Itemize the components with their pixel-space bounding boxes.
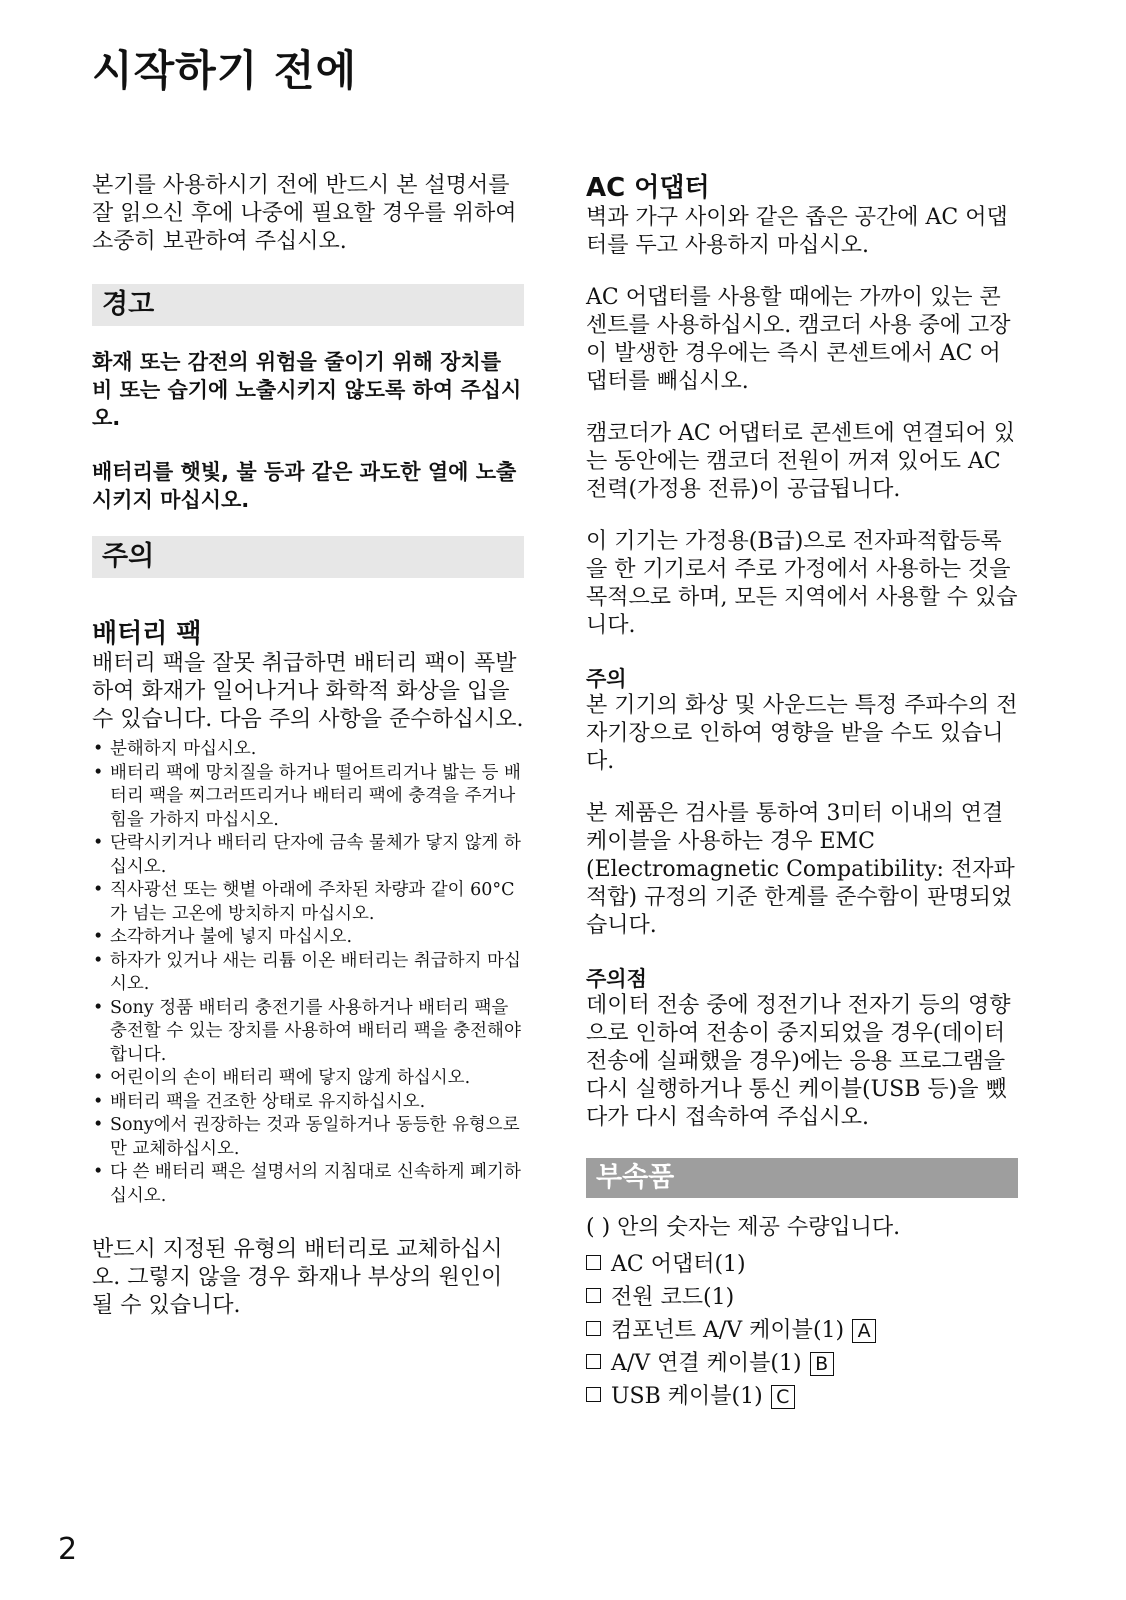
caution-paragraph-1: 본 기기의 화상 및 사운드는 특정 주파수의 전자기장으로 인하여 영향을 받을 수도 있습니다.	[586, 693, 1018, 774]
caution-heading: 주의	[92, 536, 524, 578]
list-item: • 배터리 팩을 건조한 상태로 유지하십시오.	[92, 1091, 524, 1115]
accessories-heading: 부속품	[586, 1158, 1018, 1198]
figure-tag-a: A	[852, 1319, 876, 1343]
notice-subheading: 주의점	[586, 967, 647, 991]
figure-tag-b: B	[810, 1352, 834, 1376]
list-item: • 다 쓴 배터리 팩은 설명서의 지침대로 신속하게 폐기하십시오.	[92, 1161, 524, 1208]
accessories-list	[586, 1248, 1018, 1413]
battery-intro: 배터리 팩을 잘못 취급하면 배터리 팩이 폭발하여 화재가 일어나거나 화학적 화상을 입을 수 있습니다. 다음 주의 사항을 준수하십시오.	[92, 651, 524, 732]
checkbox-icon	[586, 1354, 601, 1369]
list-item: • 하자가 있거나 새는 리튬 이온 배터리는 취급하지 마십시오.	[92, 950, 524, 997]
ac-paragraph-2: AC 어댑터를 사용할 때에는 가까이 있는 콘센트를 사용하십시오. 캠코더 사용 중에 고장이 발생한 경우에는 즉시 콘센트에서 AC 어댑터를 빼십시오.	[586, 285, 1011, 394]
accessory-label: USB 케이블(1)	[611, 1384, 763, 1409]
battery-pack-heading: 배터리 팩	[92, 619, 202, 649]
accessories-intro: ( ) 안의 숫자는 제공 수량입니다.	[586, 1215, 901, 1240]
warning-text-2: 배터리를 햇빛, 불 등과 같은 과도한 열에 노출시키지 마십시오.	[92, 460, 517, 512]
figure-tag-c: C	[771, 1385, 795, 1409]
list-item: • 분해하지 마십시오.	[92, 738, 524, 762]
warning-heading: 경고	[92, 284, 524, 326]
checkbox-icon	[586, 1288, 601, 1303]
list-item: • 소각하거나 불에 넣지 마십시오.	[92, 926, 524, 950]
list-item	[586, 1248, 1018, 1281]
list-item	[586, 1380, 1018, 1413]
list-item	[586, 1314, 1018, 1347]
list-item	[586, 1347, 1018, 1380]
ac-paragraph-3: 캠코더가 AC 어댑터로 콘센트에 연결되어 있는 동안에는 캠코더 전원이 꺼져 있어도 AC 전력(가정용 전류)이 공급됩니다.	[586, 421, 1015, 502]
ac-paragraph-1: 벽과 가구 사이와 같은 좁은 공간에 AC 어댑터를 두고 사용하지 마십시오.	[586, 205, 1008, 258]
battery-precautions-list	[92, 738, 524, 1208]
checkbox-icon	[586, 1255, 601, 1270]
caution-paragraph-2: 본 제품은 검사를 통하여 3미터 이내의 연결 케이블을 사용하는 경우 EMC (Electromagnetic Compatibility: 전자파 적합) 규정의 기준 한계를 준수함이 판명되었습니다.	[586, 801, 1015, 938]
list-item: • 어린이의 손이 배터리 팩에 닿지 않게 하십시오.	[92, 1067, 524, 1091]
accessory-label: 컴포넌트 A/V 케이블(1)	[611, 1318, 845, 1343]
accessory-label: A/V 연결 케이블(1)	[611, 1351, 802, 1376]
intro-paragraph: 본기를 사용하시기 전에 반드시 본 설명서를 잘 읽으신 후에 나중에 필요할 경우를 위하여 소중히 보관하여 주십시오.	[92, 173, 517, 254]
checkbox-icon	[586, 1387, 601, 1402]
ac-adapter-heading: AC 어댑터	[586, 173, 710, 203]
checkbox-icon	[586, 1321, 601, 1336]
list-item: • Sony에서 권장하는 것과 동일하거나 동등한 유형으로만 교체하십시오.	[92, 1114, 524, 1161]
right-column	[586, 172, 1018, 1413]
battery-closing: 반드시 지정된 유형의 배터리로 교체하십시오. 그렇지 않을 경우 화재나 부상의 원인이 될 수 있습니다.	[92, 1237, 503, 1318]
page-title: 시작하기 전에	[92, 46, 358, 95]
accessory-label: AC 어댑터(1)	[611, 1252, 746, 1277]
list-item	[586, 1281, 1018, 1314]
accessory-label: 전원 코드(1)	[611, 1285, 735, 1310]
ac-paragraph-4: 이 기기는 가정용(B급)으로 전자파적합등록을 한 기기로서 주로 가정에서 사용하는 것을 목적으로 하며, 모든 지역에서 사용할 수 있습니다.	[586, 529, 1018, 638]
list-item: • 직사광선 또는 햇볕 아래에 주차된 차량과 같이 60°C가 넘는 고온에 방치하지 마십시오.	[92, 879, 524, 926]
warning-text-1: 화재 또는 감전의 위험을 줄이기 위해 장치를 비 또는 습기에 노출시키지 않도록 하여 주십시오.	[92, 350, 522, 430]
page-number: 2	[58, 1532, 78, 1567]
list-item: • 단락시키거나 배터리 단자에 금속 물체가 닿지 않게 하십시오.	[92, 832, 524, 879]
list-item: • Sony 정품 배터리 충전기를 사용하거나 배터리 팩을 충전할 수 있는 장치를 사용하여 배터리 팩을 충전해야 합니다.	[92, 997, 524, 1068]
list-item: • 배터리 팩에 망치질을 하거나 떨어트리거나 밟는 등 배터리 팩을 찌그러뜨리거나 배터리 팩에 충격을 주거나 힘을 가하지 마십시오.	[92, 762, 524, 833]
left-column	[92, 172, 524, 1320]
notice-paragraph: 데이터 전송 중에 정전기나 전자기 등의 영향으로 인하여 전송이 중지되었을 경우(데이터 전송에 실패했을 경우)에는 응용 프로그램을 다시 실행하거나 통신 케이블(USB 등)을 뺐다가 다시 접속하여 주십시오.	[586, 993, 1011, 1130]
caution-subheading: 주의	[586, 667, 627, 691]
